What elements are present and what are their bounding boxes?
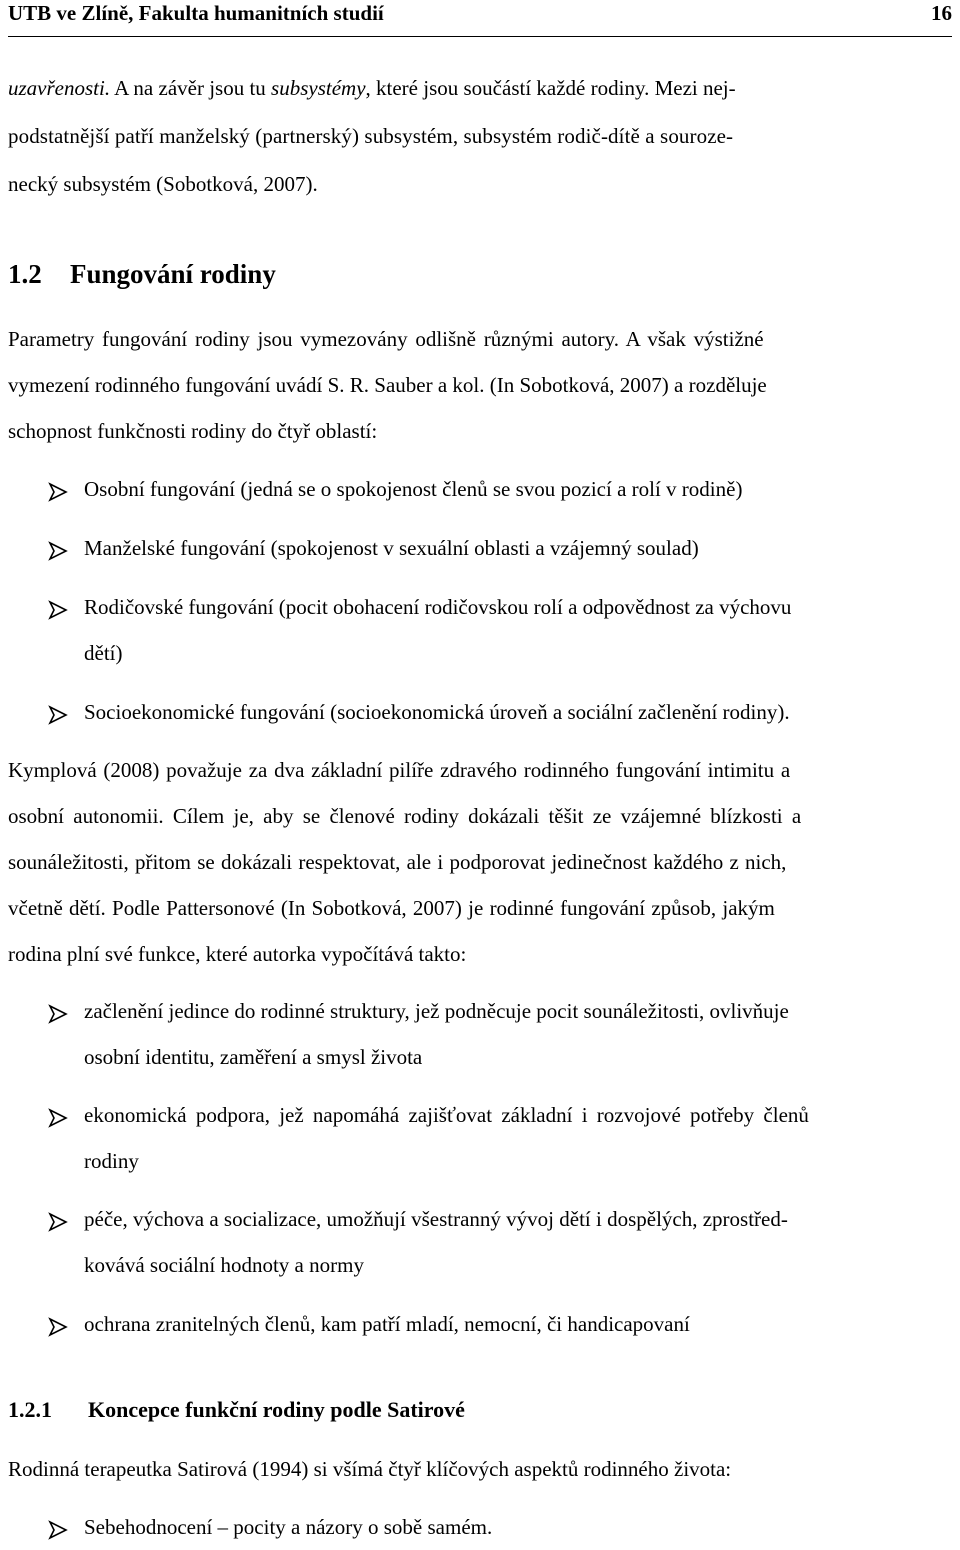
para2-line-1: Parametry fungování rodiny jsou vymezovány odlišně různými autory. A však výstižné	[8, 327, 764, 351]
section-title: Fungování rodiny	[70, 259, 276, 289]
document-page: UTB ve Zlíně, Fakulta humanitních studií 16 uzavřenosti. A na závěr jsou tu subsystémy, které jsou součástí každé rodiny. Mezi nej- podstatnější patří manželský (partnerský) subsystém, subsystém rodič-dítě a souroze- necký subsystém (Sobotková, 2007). 1.2 Fungování rodiny Parametry fungování rodiny jsou vymezovány odlišně různými autory. A však výstižné vymezení rodinného fungování uvádí S. R. Sauber a kol. (In Sobotková, 2007) a rozděluje schopnost funkčnosti rodiny do čtyř oblastí: Osobní fungování (jedná se o spokojenost členů se svou pozicí a rolí v rodině) Manželské fungování (spokojenost v sexuální oblasti a vzájemný soulad) Rodičovské fungování (pocit obohacení rodičovskou rolí a odpovědnost za výchovu dětí) Socioekonomické fungování (socioekonomická úroveň a sociální začlenění rodiny). Kymplová (2008) považuje za dva základní pilíře zdravého rodinného fungování intimitu a osobní autonomii. Cílem je, aby se členové rodiny dokázali těšit ze vzájemné blízkosti a sounáležitosti, přitom se dokázali respektovat, ale i podporovat jedinečnost každého z nich, včetně dětí. Podle Pattersonové (In Sobotková, 2007) je rodinné fungování způsob, jakým rodina plní své funkce, které autorka vypočítává takto: začlenění jedince do rodinné struktury, jež podněcuje pocit sounáležitosti, ovlivňuje osobní identitu, zaměření a smysl života ekonomická podpora, jež napomáhá zajišťovat základní i rozvojové potřeby členů rodiny péče, výchova a socializace, umožňují všestranný vývoj dětí i dospělých, zprostřed- kovává sociální hodnoty a normy ochrana zranitelných členů, kam patří mladí, nemocní, či handicapovaní 1.2.1 Koncepce funkční rodiny podle Satirové Rodinná terapeutka Satirová (1994) si všímá čtyř klíčových aspektů rodinného života: Sebehodnocení – pocity a názory o sobě samém.	[8, 1, 952, 1539]
intro-line-1: uzavřenosti. A na závěr jsou tu subsystémy, které jsou součástí každé rodiny. Mezi nej-	[8, 76, 736, 100]
para3-line-5: rodina plní své funkce, které autorka vypočítává takto:	[8, 942, 467, 966]
term-subsystems: subsystémy	[271, 76, 366, 100]
para3-line-4: včetně dětí. Podle Pattersonové (In Sobotková, 2007) je rodinné fungování způsob, jakým	[8, 896, 775, 920]
arrowhead-bullet-icon	[48, 701, 72, 726]
running-header	[8, 0, 952, 37]
header-title: UTB ve Zlíně, Fakulta humanitních studií	[8, 1, 384, 25]
intro-paragraph	[8, 64, 954, 208]
page-number: 16	[931, 1, 952, 25]
subsection-heading	[8, 1390, 465, 1430]
arrowhead-bullet-icon	[48, 478, 72, 503]
term-closure: uzavřenosti.	[8, 76, 111, 100]
arrowhead-bullet-icon	[48, 1516, 72, 1541]
arrowhead-bullet-icon	[48, 1208, 72, 1233]
paragraph-kymplova	[8, 747, 954, 977]
paragraph-satir	[8, 1446, 954, 1492]
section-heading	[8, 252, 276, 296]
arrowhead-bullet-icon	[48, 1313, 72, 1338]
subsection-title: Koncepce funkční rodiny podle Satirové	[88, 1397, 465, 1422]
section-number: 1.2	[8, 259, 42, 289]
paragraph-parameters	[8, 316, 954, 454]
para3-line-1: Kymplová (2008) považuje za dva základní pilíře zdravého rodinného fungování intimitu a	[8, 758, 791, 782]
arrowhead-bullet-icon	[48, 1104, 72, 1129]
intro-line-2: podstatnější patří manželský (partnerský) subsystém, subsystém rodič-dítě a souroze-	[8, 124, 734, 148]
arrowhead-bullet-icon	[48, 1000, 72, 1025]
subsection-number: 1.2.1	[8, 1397, 52, 1422]
para3-line-2: osobní autonomii. Cílem je, aby se členové rodiny dokázali těšit ze vzájemné blízkosti a	[8, 804, 802, 828]
para2-line-3: schopnost funkčnosti rodiny do čtyř oblastí:	[8, 419, 378, 443]
para3-line-3: sounáležitosti, přitom se dokázali respektovat, ale i podporovat jedinečnost každého z nich,	[8, 850, 787, 874]
arrowhead-bullet-icon	[48, 537, 72, 562]
intro-line-3: necký subsystém (Sobotková, 2007).	[8, 172, 318, 196]
arrowhead-bullet-icon	[48, 596, 72, 621]
para4-line-1: Rodinná terapeutka Satirová (1994) si všímá čtyř klíčových aspektů rodinného života:	[8, 1457, 732, 1481]
para2-line-2: vymezení rodinného fungování uvádí S. R. Sauber a kol. (In Sobotková, 2007) a rozděluje	[8, 373, 767, 397]
